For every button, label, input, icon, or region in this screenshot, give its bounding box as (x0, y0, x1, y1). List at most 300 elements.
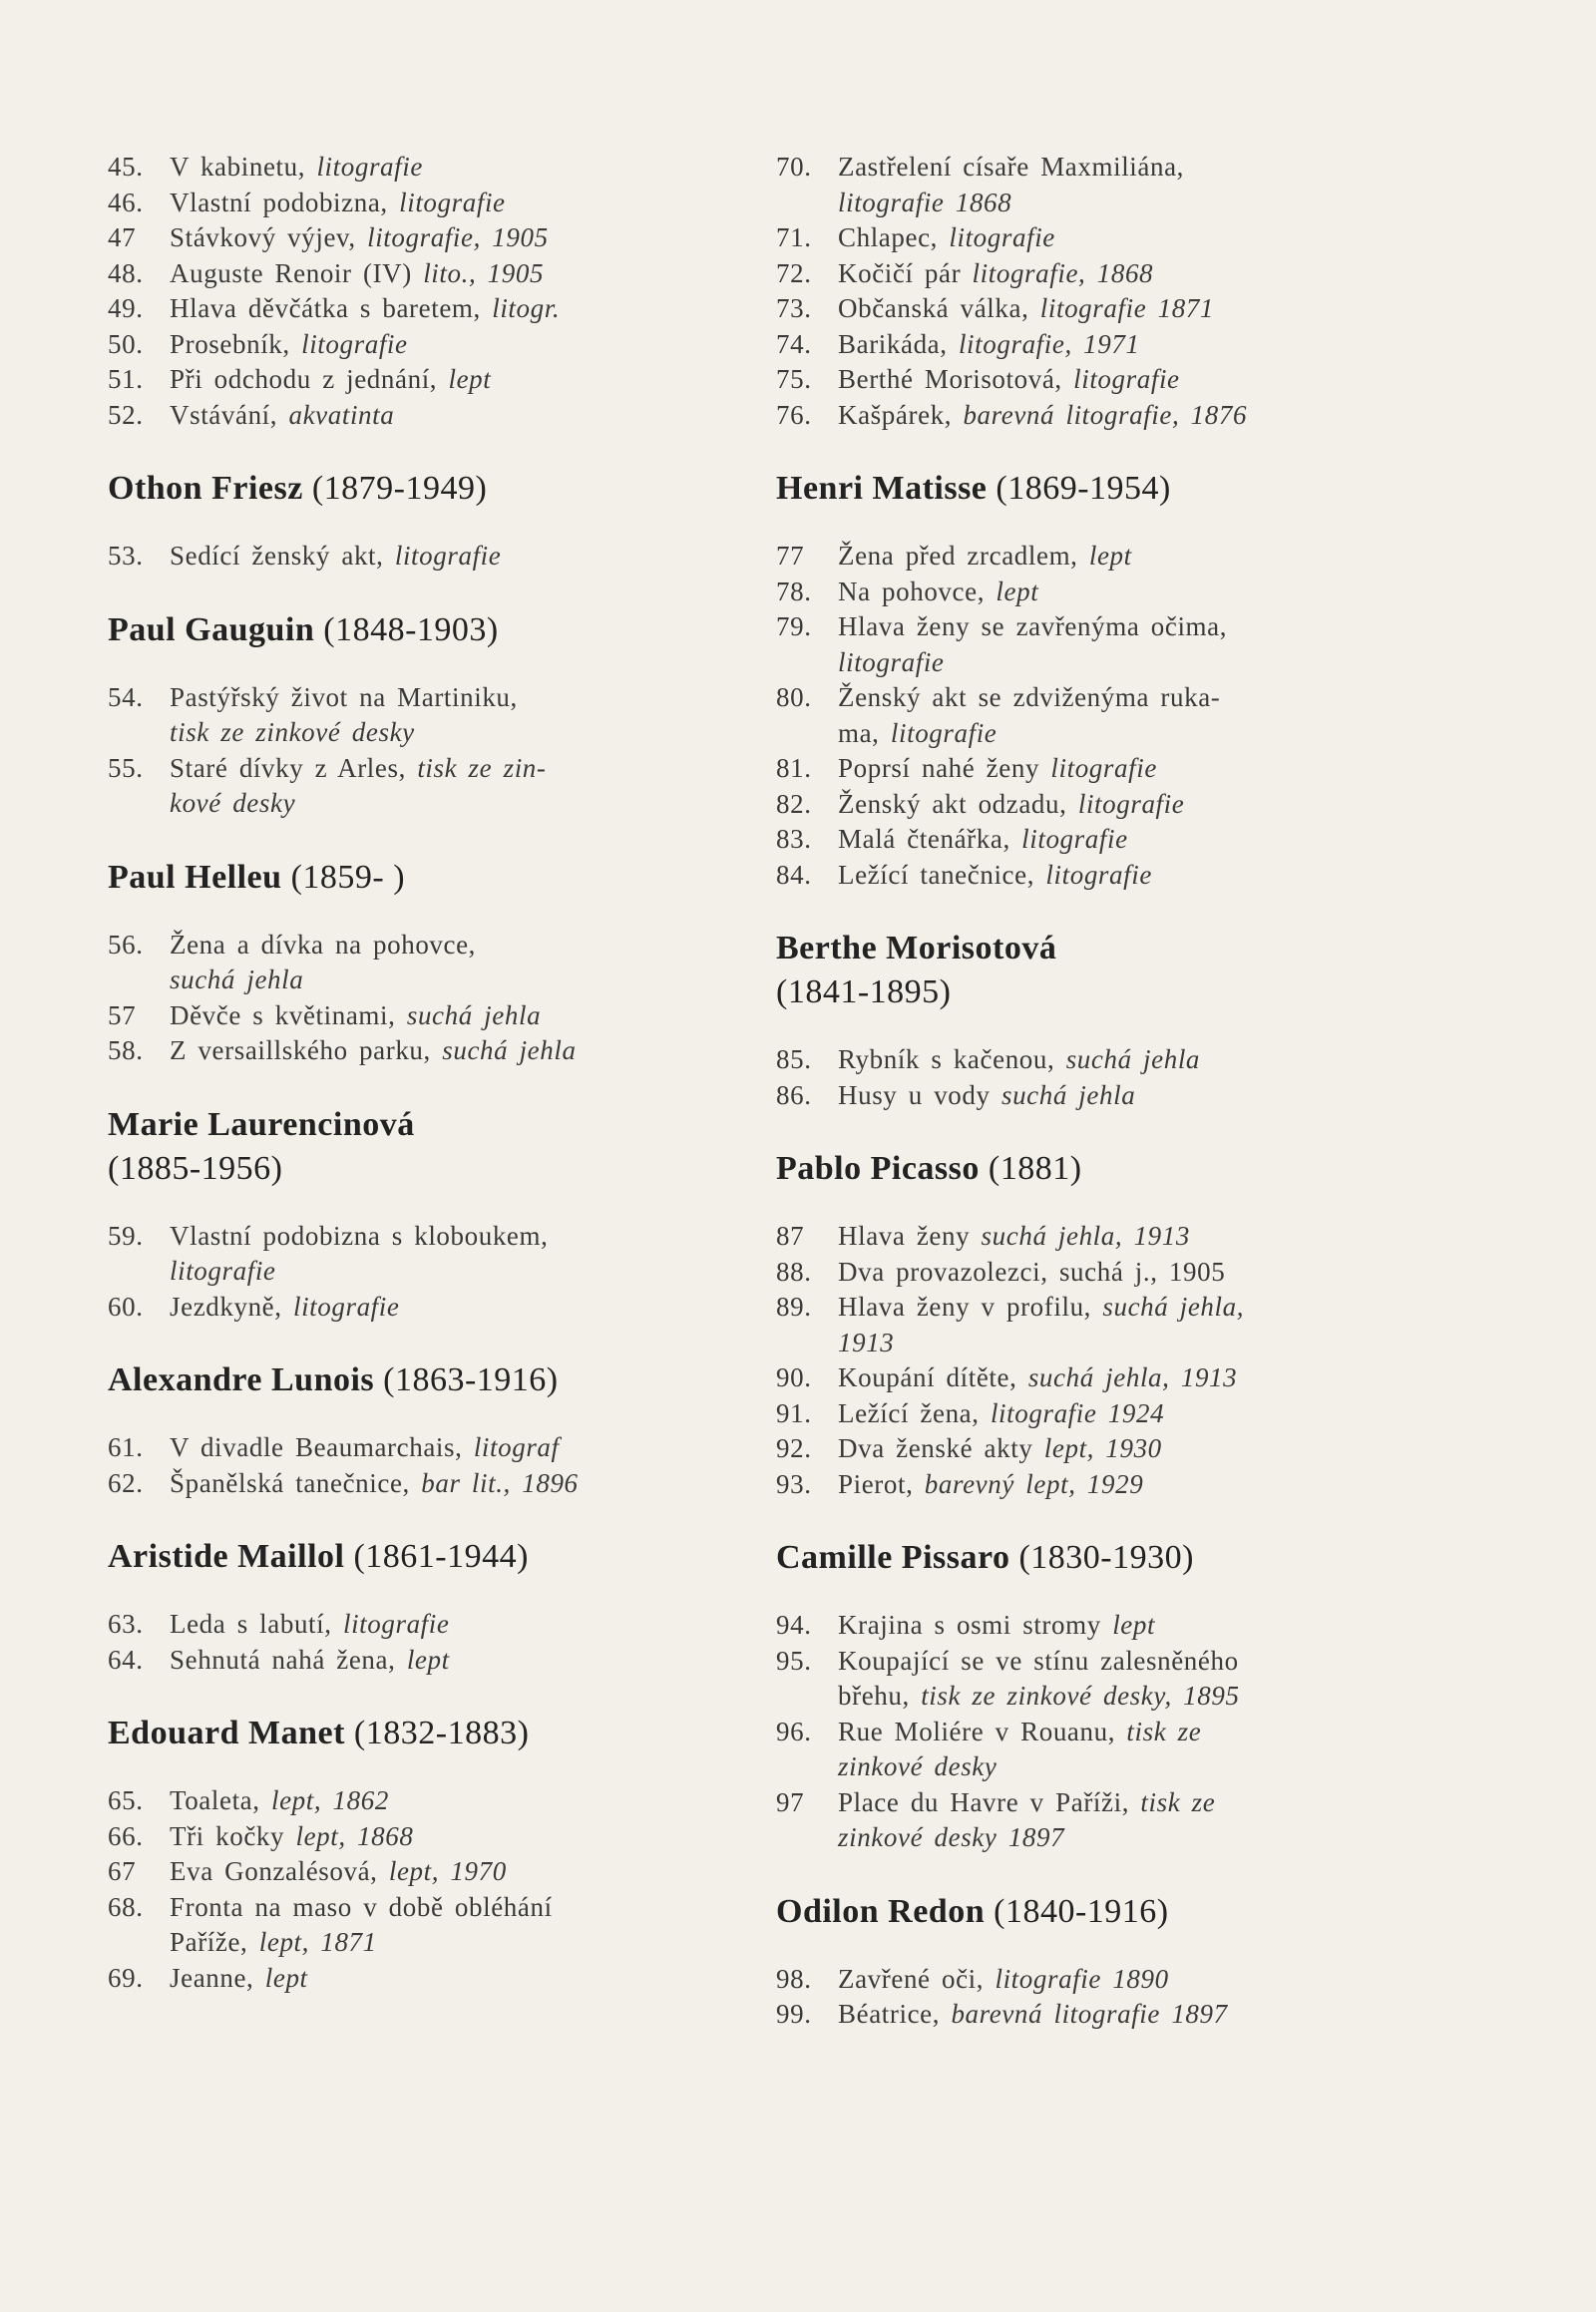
artist-dates: (1840-1916) (994, 1892, 1169, 1930)
item-technique: litografie 1871 (1039, 293, 1215, 323)
item-number: 51. (108, 364, 144, 394)
artist-heading (776, 1147, 1434, 1191)
item-technique: lept, 1862 (270, 1785, 389, 1815)
item-line (108, 751, 746, 787)
item-line (108, 1783, 746, 1819)
item-title: Tři kočky (170, 1820, 296, 1851)
artist-dates: (1863-1916) (383, 1361, 559, 1398)
item-line (108, 998, 746, 1034)
artist-name: Camille Pissaro (776, 1539, 1010, 1576)
item-number: 60. (108, 1291, 144, 1322)
catalog-item (776, 256, 1434, 292)
item-title: Dva provazolezci, suchá j., 1905 (838, 1256, 1226, 1287)
catalog-item (776, 1255, 1434, 1291)
item-technique: tisk ze zin- (417, 752, 547, 783)
artist-name: Pablo Picasso (776, 1150, 980, 1187)
heading-line (108, 1147, 746, 1191)
item-number: 80. (776, 682, 812, 712)
catalog-item (108, 291, 746, 327)
artist-dates: (1848-1903) (323, 610, 499, 648)
item-technique: bar lit., 1896 (421, 1467, 579, 1498)
item-line (108, 1819, 746, 1855)
item-technique: litografie (949, 222, 1055, 252)
catalog-item (108, 220, 746, 256)
catalog-item (108, 539, 746, 575)
item-title: Leda s labutí, (170, 1609, 343, 1639)
catalog-item (776, 1360, 1434, 1396)
item-title: Sehnutá nahá žena, (170, 1644, 407, 1675)
item-line (776, 398, 1434, 434)
catalog-item (776, 1431, 1434, 1467)
item-technique: zinkové desky (838, 1751, 998, 1781)
catalog-item (776, 787, 1434, 823)
catalog-item (776, 609, 1434, 680)
catalog-item (776, 539, 1434, 575)
catalog-item (776, 575, 1434, 610)
catalog-item (108, 928, 746, 998)
catalog-item (776, 1467, 1434, 1503)
artist-dates: (1861-1944) (353, 1538, 529, 1575)
item-line (108, 1219, 746, 1255)
item-technique: barevná litografie, 1876 (963, 399, 1248, 430)
artist-dates: (1879-1949) (311, 470, 488, 507)
catalog-item (108, 1890, 746, 1961)
item-number: 81. (776, 753, 812, 783)
item-number: 50. (108, 328, 144, 359)
item-number: 64. (108, 1644, 144, 1675)
heading-line (776, 970, 1434, 1014)
item-title: Chlapec, (838, 222, 950, 252)
item-number: 86. (776, 1079, 812, 1110)
item-number: 88. (776, 1256, 812, 1287)
item-line (108, 1033, 746, 1069)
item-title: Béatrice, (838, 1999, 952, 2029)
item-title: Na pohovce, (838, 576, 997, 606)
item-line (108, 150, 746, 186)
item-line (776, 1608, 1434, 1644)
item-technique: suchá jehla (442, 1035, 577, 1065)
item-line (108, 1925, 746, 1961)
item-technique: litografie, 1868 (972, 257, 1154, 288)
item-line (776, 1431, 1434, 1467)
item-line (776, 186, 1434, 221)
item-line (108, 398, 746, 434)
item-technique: litografie (1021, 824, 1128, 854)
item-technique: litogr. (492, 293, 561, 323)
item-number: 52. (108, 399, 144, 430)
item-number: 67 (108, 1856, 137, 1886)
item-line (776, 1785, 1434, 1821)
item-number: 73. (776, 293, 812, 323)
right-column (776, 150, 1434, 2033)
catalog-item (108, 751, 746, 822)
item-number: 91. (776, 1397, 812, 1428)
item-title: Prosebník, (170, 328, 302, 359)
catalog-item (108, 1607, 746, 1643)
item-technique: lept (448, 364, 492, 394)
item-title: Husy u vody (838, 1079, 1001, 1110)
item-number: 87 (776, 1221, 805, 1251)
heading-line (108, 1535, 746, 1579)
item-technique: tisk ze (1140, 1786, 1216, 1817)
artist-heading (776, 927, 1434, 1014)
item-line (776, 575, 1434, 610)
artist-dates: (1869-1954) (996, 470, 1171, 507)
item-technique: barevná litografie 1897 (951, 1999, 1228, 2029)
item-number: 78. (776, 576, 812, 606)
item-line (776, 362, 1434, 398)
item-technique: lept (1088, 541, 1132, 571)
item-number: 95. (776, 1645, 812, 1676)
item-technique: suchá jehla (1065, 1044, 1201, 1074)
item-line (776, 1042, 1434, 1078)
item-number: 75. (776, 364, 812, 394)
item-title: Hlava ženy (838, 1221, 982, 1251)
catalog-item (108, 1643, 746, 1679)
item-title: V kabinetu, (170, 152, 317, 182)
item-number: 47 (108, 222, 137, 252)
artist-dates: (1881) (988, 1150, 1082, 1187)
item-technique: litografie (170, 1256, 276, 1286)
item-title: Malá čtenářka, (838, 824, 1022, 854)
item-number: 77 (776, 541, 805, 571)
item-line (776, 327, 1434, 363)
item-line (108, 786, 746, 822)
item-line (776, 1644, 1434, 1680)
item-number: 48. (108, 257, 144, 288)
item-technique: suchá jehla (170, 964, 304, 994)
item-title: Eva Gonzalésová, (170, 1856, 389, 1886)
item-number: 79. (776, 611, 812, 641)
item-line (776, 1749, 1434, 1785)
item-line (108, 256, 746, 292)
artist-heading (108, 1535, 746, 1579)
artist-dates: (1841-1895) (776, 973, 952, 1010)
item-number: 62. (108, 1467, 144, 1498)
item-number: 89. (776, 1292, 812, 1322)
item-technique: lept, 1871 (258, 1927, 377, 1957)
item-technique: litografie (399, 187, 506, 217)
catalog-item (776, 751, 1434, 787)
item-line (108, 1466, 746, 1502)
item-number: 54. (108, 681, 144, 712)
heading-line (776, 1147, 1434, 1191)
item-technique: lito., 1905 (423, 257, 545, 288)
artist-heading (108, 608, 746, 652)
catalog-item (108, 398, 746, 434)
item-technique: litografie, 1971 (958, 328, 1140, 359)
item-title: Place du Havre v Paříži, (838, 1786, 1141, 1817)
catalog-item (108, 327, 746, 363)
item-title: Ležící tanečnice, (838, 859, 1046, 890)
item-title: Dva ženské akty (838, 1433, 1044, 1463)
item-technique: lept, 1868 (295, 1820, 414, 1851)
item-title: Krajina s osmi stromy (838, 1610, 1113, 1640)
artist-name: Paul Helleu (108, 858, 282, 896)
item-title: Koupání dítěte, (838, 1362, 1028, 1392)
catalog-item (108, 680, 746, 751)
catalog-item (776, 858, 1434, 894)
catalog-item (108, 1854, 746, 1890)
catalog-item (776, 291, 1434, 327)
item-line (108, 680, 746, 716)
item-number: 70. (776, 152, 812, 182)
item-line (108, 539, 746, 575)
item-title: Pierot, (838, 1468, 925, 1499)
artist-dates: (1859- ) (290, 858, 406, 896)
item-number: 61. (108, 1432, 144, 1462)
item-line (108, 1290, 746, 1326)
item-number: 98. (776, 1963, 812, 1994)
item-title: Staré dívky z Arles, (170, 752, 418, 783)
item-number: 93. (776, 1468, 812, 1499)
item-line (776, 1820, 1434, 1856)
item-line (108, 1854, 746, 1890)
item-title: Vlastní podobizna, (170, 187, 400, 217)
item-line (108, 1961, 746, 1997)
item-title: Kočičí pár (838, 257, 973, 288)
heading-line (776, 1890, 1434, 1934)
item-number: 68. (108, 1891, 144, 1922)
item-title: Děvče s květinami, (170, 999, 407, 1030)
catalog-item (108, 150, 746, 186)
artist-name: Odilon Redon (776, 1892, 986, 1930)
item-technique: litografie (1045, 859, 1152, 890)
item-title: ma, (838, 717, 891, 748)
item-technique: litografie (890, 717, 998, 748)
item-number: 56. (108, 929, 144, 960)
item-technique: litografie, 1905 (367, 222, 549, 252)
catalog-item (108, 1961, 746, 1997)
catalog-item (776, 1290, 1434, 1360)
item-number: 55. (108, 752, 144, 783)
item-number: 82. (776, 788, 812, 819)
artist-heading (108, 1103, 746, 1191)
heading-line (776, 927, 1434, 970)
item-title: Ležící žena, (838, 1397, 991, 1428)
catalog-item (108, 186, 746, 221)
item-number: 53. (108, 541, 144, 571)
item-title: Žena a dívka na pohovce, (170, 929, 477, 960)
heading-line (108, 856, 746, 900)
catalog-item (108, 1219, 746, 1290)
artist-name: Othon Friesz (108, 470, 303, 507)
item-line (108, 963, 746, 998)
item-line (108, 1430, 746, 1466)
item-number: 72. (776, 257, 812, 288)
item-number: 66. (108, 1820, 144, 1851)
item-technique: suchá jehla (1000, 1079, 1136, 1110)
item-technique: zinkové desky 1897 (838, 1822, 1065, 1852)
catalog-item (108, 362, 746, 398)
heading-line (776, 1536, 1434, 1580)
catalog-item (108, 1466, 746, 1502)
item-line (776, 1290, 1434, 1326)
item-number: 69. (108, 1962, 144, 1993)
item-title: Z versaillského parku, (170, 1035, 443, 1065)
item-technique: suchá jehla, (1102, 1292, 1245, 1322)
artist-name: Henri Matisse (776, 470, 988, 507)
item-technique: lept, 1930 (1043, 1433, 1162, 1463)
catalog-item (108, 1819, 746, 1855)
item-title: Koupající se ve stínu zalesněného (838, 1645, 1239, 1676)
item-number: 84. (776, 859, 812, 890)
item-title: Ženský akt odzadu, (838, 788, 1078, 819)
item-line (108, 220, 746, 256)
item-line (776, 751, 1434, 787)
catalog-item (776, 220, 1434, 256)
item-title: Při odchodu z jednání, (170, 364, 449, 394)
item-technique: lept (264, 1962, 308, 1993)
item-title: Hlava ženy se zavřenýma očima, (838, 611, 1228, 641)
item-line (776, 716, 1434, 752)
catalog-item (776, 1962, 1434, 1998)
item-number: 99. (776, 1999, 812, 2029)
item-title: Pastýřský život na Martiniku, (170, 681, 518, 712)
item-technique: lept (406, 1644, 450, 1675)
item-line (776, 822, 1434, 858)
item-technique: litografie 1868 (838, 187, 1012, 217)
item-title: Rybník s kačenou, (838, 1044, 1066, 1074)
item-technique: lept, 1970 (388, 1856, 507, 1886)
item-title: Hlava děvčátka s baretem, (170, 293, 493, 323)
item-title: Vstávání, (170, 399, 289, 430)
item-line (776, 1396, 1434, 1432)
artist-dates: (1885-1956) (108, 1149, 283, 1187)
item-number: 85. (776, 1044, 812, 1074)
item-number: 45. (108, 152, 144, 182)
item-title: Vlastní podobizna s kloboukem, (170, 1220, 549, 1251)
item-technique: litografie (292, 1291, 400, 1322)
item-title: Ženský akt se zdviženýma ruka- (838, 682, 1221, 712)
heading-line (108, 1103, 746, 1147)
item-title: břehu, (838, 1681, 922, 1711)
item-technique: akvatinta (288, 399, 395, 430)
item-line (776, 1962, 1434, 1998)
artist-dates: (1832-1883) (353, 1715, 530, 1751)
item-title: V divadle Beaumarchais, (170, 1432, 474, 1462)
item-technique: litografie (1073, 364, 1180, 394)
item-line (108, 362, 746, 398)
catalog-item (776, 822, 1434, 858)
item-line (108, 1643, 746, 1679)
item-technique: suchá jehla (406, 999, 542, 1030)
item-title: Jeanne, (170, 1962, 265, 1993)
item-line (108, 928, 746, 963)
catalog-item (776, 327, 1434, 363)
item-title: Jezdkyně, (170, 1291, 293, 1322)
item-technique: litografie (1077, 788, 1185, 819)
catalog-item (776, 1219, 1434, 1255)
item-number: 76. (776, 399, 812, 430)
item-title: Rue Moliére v Rouanu, (838, 1716, 1127, 1746)
catalog-item (776, 150, 1434, 220)
item-number: 46. (108, 187, 144, 217)
item-title: Hlava ženy v profilu, (838, 1292, 1103, 1322)
item-line (108, 1254, 746, 1290)
artist-name: Edouard Manet (108, 1715, 345, 1751)
catalog-item (776, 1608, 1434, 1644)
item-line (776, 645, 1434, 681)
item-number: 71. (776, 222, 812, 252)
item-line (776, 858, 1434, 894)
item-technique: suchá jehla, 1913 (981, 1221, 1190, 1251)
heading-line (108, 608, 746, 652)
heading-line (776, 467, 1434, 511)
item-line (108, 327, 746, 363)
item-line (108, 1890, 746, 1926)
item-number: 57 (108, 999, 137, 1030)
item-line (108, 715, 746, 751)
item-number: 94. (776, 1610, 812, 1640)
item-technique: litografie (394, 541, 502, 571)
item-line (776, 220, 1434, 256)
item-title: Stávkový výjev, (170, 222, 368, 252)
item-technique: litografie (342, 1609, 450, 1639)
item-technique: litografie (316, 152, 423, 182)
artist-heading (776, 1536, 1434, 1580)
item-line (776, 1326, 1434, 1361)
artist-heading (776, 467, 1434, 511)
catalog-item (776, 680, 1434, 751)
item-technique: tisk ze (1126, 1716, 1202, 1746)
catalog-item (108, 1783, 746, 1819)
item-title: Fronta na maso v době obléhání (170, 1891, 553, 1922)
artist-heading (108, 1712, 746, 1755)
catalog-item (776, 1396, 1434, 1432)
catalog-item (776, 362, 1434, 398)
item-number: 83. (776, 824, 812, 854)
artist-heading (108, 1358, 746, 1402)
item-technique: litografie 1890 (995, 1963, 1169, 1994)
item-title: Barikáda, (838, 328, 959, 359)
catalog-item (776, 1715, 1434, 1785)
artist-name: Berthe Morisotová (776, 930, 1057, 966)
item-line (776, 1078, 1434, 1114)
catalog-item (108, 1033, 746, 1069)
catalog-item (776, 1042, 1434, 1078)
item-number: 63. (108, 1609, 144, 1639)
item-line (776, 539, 1434, 575)
artist-name: Paul Gauguin (108, 610, 315, 648)
catalog-item (776, 1644, 1434, 1715)
catalog-item (108, 256, 746, 292)
artist-dates: (1830-1930) (1018, 1539, 1194, 1576)
item-number: 97 (776, 1786, 805, 1817)
item-line (776, 291, 1434, 327)
item-technique: tisk ze zinkové desky (170, 717, 415, 747)
item-line (108, 291, 746, 327)
artist-heading (108, 856, 746, 900)
item-line (776, 1997, 1434, 2033)
item-number: 92. (776, 1433, 812, 1463)
item-title: Kašpárek, (838, 399, 964, 430)
item-line (776, 680, 1434, 716)
item-line (776, 256, 1434, 292)
item-technique: barevný lept, 1929 (924, 1468, 1144, 1499)
item-technique: 1913 (838, 1327, 895, 1357)
item-title: Zavřené oči, (838, 1963, 996, 1994)
artist-heading (108, 467, 746, 511)
item-title: Auguste Renoir (IV) (170, 257, 424, 288)
item-title: Paříže, (170, 1927, 259, 1957)
item-number: 58. (108, 1035, 144, 1065)
item-technique: kové desky (170, 788, 296, 818)
artist-name: Alexandre Lunois (108, 1361, 375, 1398)
item-line (776, 150, 1434, 186)
artist-heading (776, 1890, 1434, 1934)
catalog-item (776, 398, 1434, 434)
